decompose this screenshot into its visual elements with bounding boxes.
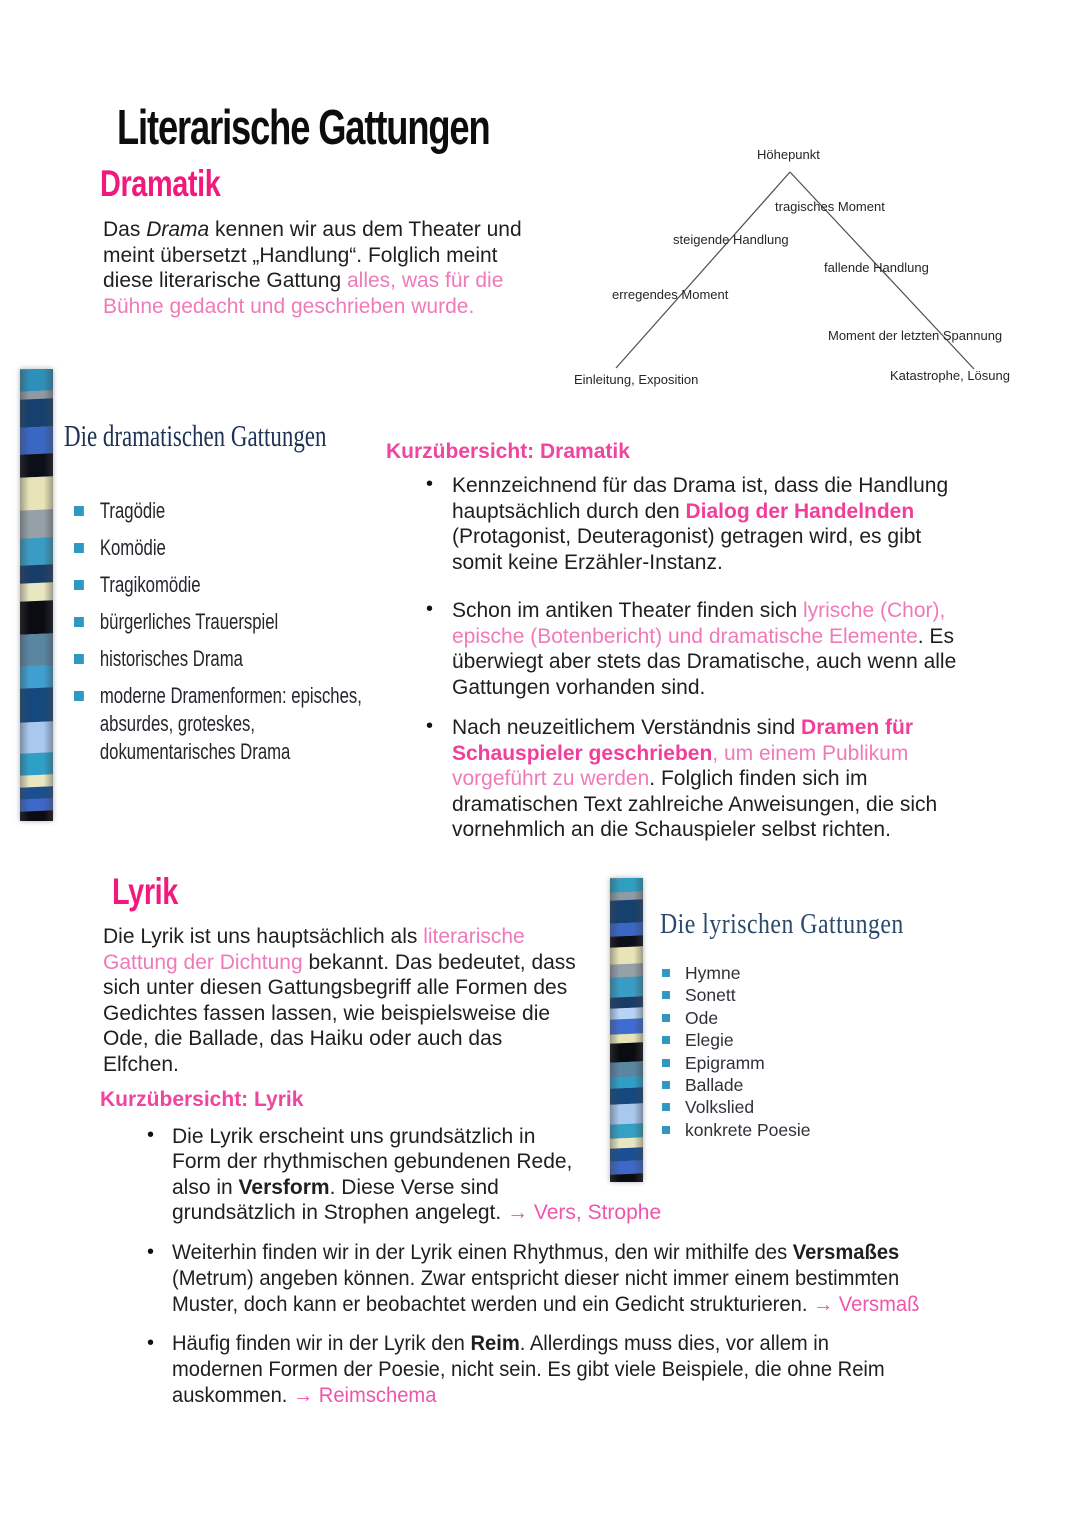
text-line: Nach neuzeitlichem Verständnis sind Dramen für — [452, 716, 914, 739]
tape-segment — [610, 1061, 643, 1077]
tape-segment — [20, 453, 53, 477]
tape-segment — [610, 1042, 643, 1062]
dramatic-genres-list — [74, 497, 389, 775]
tape-segment — [20, 600, 53, 634]
text-line: überwiegt aber stets das Dramatische, auch wenn alle — [452, 650, 957, 673]
tape-segment — [20, 810, 53, 821]
text-line: Schauspieler geschrieben, um einem Publikum — [452, 741, 909, 765]
text-line: vornehmlich an die Schauspieler selbst richten. — [452, 818, 891, 841]
kurzuebersicht-dramatik-bullets — [420, 473, 956, 843]
tape-segment — [610, 1076, 643, 1088]
diagram-label-tragisches-moment: tragisches Moment — [775, 199, 885, 214]
text-line: meint übersetzt „Handlung“. Folglich meint — [103, 243, 498, 267]
list-item — [662, 1074, 811, 1096]
tape-segment — [20, 687, 53, 722]
diagram-label-hoehepunkt: Höhepunkt — [757, 147, 820, 162]
text-line: Gedichtes fassen lassen, wie beispielsweise die — [103, 1001, 551, 1025]
tape-segment — [610, 899, 643, 923]
bullet-item — [145, 1240, 951, 1318]
square-bullet-icon — [662, 1014, 670, 1022]
tape-segment — [610, 935, 643, 947]
genre-label: Sonett — [685, 985, 736, 1006]
square-bullet-icon — [74, 543, 84, 553]
genre-label: Tragikomödie — [99, 572, 201, 597]
list-item — [662, 1052, 811, 1074]
kurzuebersicht-lyrik-bullet-3 — [145, 1331, 914, 1409]
diagram-label-moment-der-letzten-spannung: Moment der letzten Spannung — [828, 328, 1003, 343]
tape-segment — [20, 798, 53, 811]
genre-label: Ballade — [685, 1075, 744, 1096]
tape-segment — [610, 963, 643, 977]
text-line: sich unter diesen Gattungsbegriff alle Formen des — [103, 976, 568, 999]
square-bullet-icon — [662, 1103, 670, 1111]
text-line: Gattung der Dichtung bekannt. Das bedeutet, dass — [103, 950, 576, 974]
diagram-label-steigende-handlung: steigende Handlung — [673, 232, 789, 247]
square-bullet-icon — [74, 506, 84, 516]
tape-segment — [610, 878, 643, 893]
tape-segment — [610, 1007, 643, 1019]
square-bullet-icon — [662, 1081, 670, 1089]
list-item — [662, 984, 811, 1006]
genre-label: Volkslied — [685, 1097, 755, 1118]
tape-segment — [20, 509, 53, 538]
list-item — [662, 1096, 811, 1118]
text-line: Bühne gedacht und geschrieben wurde. — [103, 294, 475, 318]
tape-segment — [20, 426, 53, 454]
list-item — [74, 571, 389, 599]
genre-label: Elegie — [685, 1030, 734, 1051]
tape-segment — [610, 976, 643, 997]
bullet-dot-icon: • — [147, 1124, 155, 1146]
tape-segment — [610, 946, 643, 964]
text-line: Häufig finden wir in der Lyrik den Reim. Allerdings muss dies, vor allem in — [172, 1332, 830, 1355]
kurzuebersicht-lyrik-bullet-1 — [145, 1124, 661, 1225]
text-line: Schon im antiken Theater finden sich lyrische (Chor), — [452, 599, 946, 622]
bullet-item — [145, 1124, 661, 1225]
text-line: also in Versform. Diese Verse sind — [172, 1175, 499, 1199]
tape-segment — [20, 752, 53, 775]
text-line: Kennzeichnend für das Drama ist, dass die Handlung — [452, 474, 949, 497]
tape-segment — [20, 774, 53, 787]
list-item — [662, 1007, 811, 1029]
text-line: diese literarische Gattung alles, was für die — [103, 269, 504, 292]
text-line: Form der rhythmischen gebundenen Rede, — [172, 1150, 573, 1174]
dramatik-intro-paragraph — [103, 217, 522, 319]
square-bullet-icon — [74, 691, 84, 701]
text-line: hauptsächlich durch den Dialog der Handelnden — [452, 499, 915, 523]
text-line: dramatischen Text zahlreiche Anweisungen, die sich — [452, 792, 938, 816]
genre-label: Hymne — [685, 963, 741, 983]
tape-segment — [20, 786, 53, 799]
washi-tape-decoration-1 — [20, 369, 53, 821]
dramatic-genres-heading: Die dramatischen Gattungen — [64, 418, 327, 453]
text-line: auskommen. → Reimschema — [172, 1384, 437, 1407]
text-line: Ode, die Ballade, das Haiku oder auch das — [103, 1027, 503, 1050]
list-item — [74, 608, 389, 636]
section-heading-lyrik: Lyrik — [112, 871, 178, 912]
kurzuebersicht-lyrik-heading: Kurzübersicht: Lyrik — [100, 1088, 304, 1111]
lyrik-intro-paragraph — [103, 924, 576, 1077]
bullet-dot-icon: • — [426, 598, 434, 620]
list-item — [74, 682, 389, 766]
tape-segment — [20, 390, 53, 399]
text-line: (Protagonist, Deuteragonist) getragen wird, es gibt — [452, 525, 922, 548]
text-line: grundsätzlich in Strophen angelegt. → Vers, Strophe — [172, 1200, 662, 1224]
genre-label: Ode — [685, 1007, 719, 1028]
text-line: Das Drama kennen wir aus dem Theater und — [103, 218, 522, 241]
diagram-label-einleitung-exposition: Einleitung, Exposition — [574, 372, 699, 387]
square-bullet-icon — [74, 617, 84, 627]
text-line: Gattungen vorhanden sind. — [452, 675, 706, 699]
tape-segment — [20, 582, 53, 601]
text-line: epische (Botenbericht) und dramatische Elemente. Es — [452, 624, 954, 648]
text-line: Die Lyrik erscheint uns grundsätzlich in — [172, 1125, 536, 1148]
tape-segment — [20, 633, 53, 666]
tape-segment — [610, 922, 643, 936]
square-bullet-icon — [662, 1036, 670, 1044]
tape-segment — [610, 996, 643, 1008]
genre-label: historisches Drama — [99, 646, 243, 671]
list-item — [662, 962, 811, 984]
tape-segment — [20, 537, 53, 565]
page-title — [117, 100, 620, 156]
square-bullet-icon — [662, 1126, 670, 1134]
genre-label: konkrete Poesie — [685, 1119, 811, 1140]
tape-segment — [20, 564, 53, 583]
section-heading-dramatik: Dramatik — [100, 163, 221, 204]
tape-segment — [610, 1033, 643, 1043]
text-line: (Metrum) angeben können. Zwar entspricht dieser nicht immer einem bestimmten — [172, 1267, 900, 1290]
genre-label: Komödie — [99, 535, 166, 560]
bullet-item — [145, 1331, 914, 1409]
list-item — [74, 645, 389, 673]
text-line: vorgeführt zu werden. Folglich finden sich im — [452, 767, 868, 790]
genre-label: Epigramm — [685, 1052, 765, 1073]
bullet-dot-icon: • — [147, 1332, 155, 1354]
diagram-label-katastrophe-loesung: Katastrophe, Lösung — [890, 368, 1010, 383]
lyric-genres-heading: Die lyrischen Gattungen — [660, 908, 904, 940]
text-line: somit keine Erzähler-Instanz. — [452, 550, 723, 574]
page-title-text: Literarische Gattungen — [117, 101, 490, 155]
square-bullet-icon — [662, 991, 670, 999]
text-line: Muster, doch kann er beobachtet werden und ein Gedicht strukturieren. → Versmaß — [172, 1293, 920, 1316]
kurzuebersicht-dramatik-heading: Kurzübersicht: Dramatik — [386, 440, 630, 463]
tape-segment — [610, 1018, 643, 1034]
text-line: Weiterhin finden wir in der Lyrik einen Rhythmus, den wir mithilfe des Versmaßes — [172, 1241, 900, 1264]
tape-segment — [610, 1103, 643, 1124]
genre-label: moderne Dramenformen: episches, absurdes, groteskes, dokumentarisches Drama — [99, 683, 362, 764]
text-line: Die Lyrik ist uns hauptsächlich als literarische — [103, 925, 525, 948]
tape-segment — [20, 665, 53, 688]
text-line: Elfchen. — [103, 1052, 179, 1076]
square-bullet-icon — [74, 580, 84, 590]
kurzuebersicht-lyrik-bullet-2 — [145, 1240, 951, 1318]
tape-segment — [20, 476, 53, 510]
drama-structure-diagram — [560, 138, 1035, 400]
list-item — [74, 497, 389, 525]
square-bullet-icon — [74, 654, 84, 664]
tape-segment — [20, 398, 53, 427]
tape-segment — [610, 1087, 643, 1104]
list-item — [74, 534, 389, 562]
genre-label: Tragödie — [99, 498, 166, 523]
list-item — [662, 1119, 811, 1141]
bullet-dot-icon: • — [147, 1241, 155, 1263]
tape-segment — [20, 369, 53, 392]
list-item — [662, 1029, 811, 1051]
bullet-item — [420, 715, 956, 843]
genre-label: bürgerliches Trauerspiel — [99, 609, 279, 634]
bullet-item — [420, 598, 956, 700]
lyric-genres-list — [662, 962, 811, 1141]
bullet-dot-icon: • — [426, 473, 434, 495]
diagram-label-erregendes-moment: erregendes Moment — [612, 287, 729, 302]
bullet-dot-icon: • — [426, 715, 434, 737]
pyramid-lines — [560, 138, 1035, 400]
tape-segment — [20, 721, 53, 753]
bullet-item — [420, 473, 956, 575]
square-bullet-icon — [662, 969, 670, 977]
text-line: modernen Formen der Poesie, nicht sein. Es gibt viele Beispiele, die ohne Reim — [172, 1358, 885, 1381]
tape-segment — [610, 891, 643, 900]
square-bullet-icon — [662, 1059, 670, 1067]
diagram-label-fallende-handlung: fallende Handlung — [824, 260, 929, 275]
